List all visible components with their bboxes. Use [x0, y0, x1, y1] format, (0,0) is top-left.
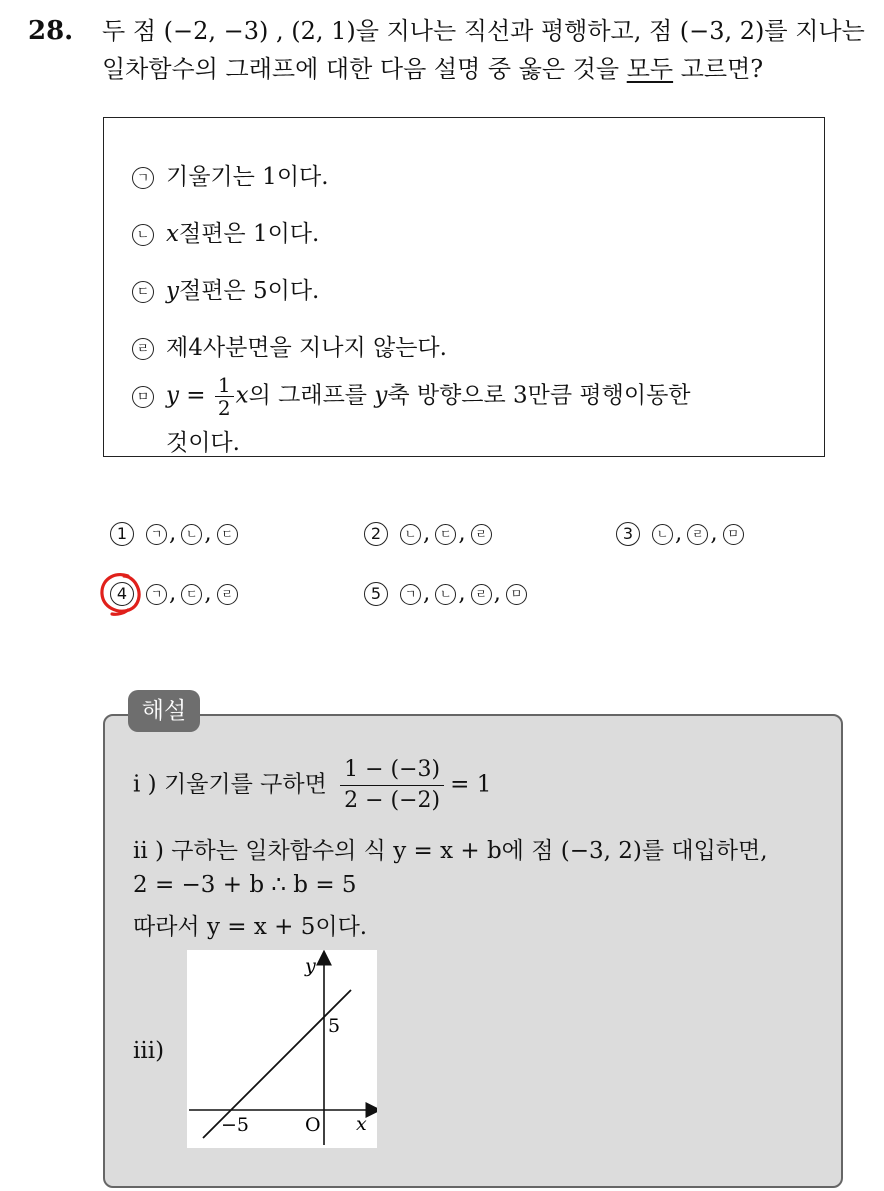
line-graph [187, 950, 377, 1148]
underlined-word: 모두 [626, 55, 674, 83]
statement-2: ㄴ x절편은 1이다. [132, 215, 319, 248]
solution-tag: 해설 [128, 690, 200, 732]
solution-step-2-line-1: ii ) 구하는 일차함수의 식 y = x + b에 점 (−3, 2)를 대입하면, [133, 838, 768, 864]
slope-fraction: $\frac{1 - (-3)}{2 - (-2)}$ [340, 755, 444, 816]
solution-step-2-line-3: 따라서 y = x + 5이다. [133, 914, 368, 940]
solution-step-2-line-2: 2 = −3 + b ∴ b = 5 [133, 872, 357, 898]
statement-mark: ㄷ [132, 281, 154, 303]
statement-5: ㅁ y = $\frac{1}{2}$ x의 그래프를 y축 방향으로 3만큼 평행이동한 [132, 374, 691, 419]
question [28, 12, 868, 88]
question-line-1: 두 점 (−2, −3) , (2, 1)을 지나는 직선과 평행하고, 점 (−3, 2)를 지나는 [102, 17, 865, 45]
fraction-one-half: $\frac{1}{2}$ [215, 374, 234, 419]
selected-answer-circle [98, 570, 144, 616]
choice-3[interactable]: 3 ㄴ , ㄹ , ㅁ [616, 520, 744, 546]
choice-1[interactable]: 1 ㄱ , ㄴ , ㄷ [110, 520, 238, 546]
question-text [102, 12, 868, 88]
solution-step-1: i ) 기울기를 구하면 $\frac{1 - (-3)}{2 - (-2)}$ = 1 [133, 755, 491, 816]
statement-5-continued: 것이다. [166, 430, 240, 456]
y-intercept-label: 5 [328, 1015, 341, 1037]
choice-4[interactable]: 4 ㄱ , ㄷ , ㄹ [110, 580, 238, 606]
y-axis-label: y [305, 955, 316, 977]
x-intercept-label: −5 [221, 1114, 250, 1136]
x-axis-label: x [356, 1113, 367, 1135]
statement-mark: ㄴ [132, 224, 154, 246]
origin-label: O [305, 1114, 321, 1136]
statements-box [103, 117, 825, 457]
statement-3: ㄷ y절편은 5이다. [132, 272, 319, 305]
question-number: 28. [28, 16, 74, 46]
statement-4: ㄹ 제4사분면을 지나지 않는다. [132, 329, 447, 362]
statement-1: ㄱ 기울기는 1이다. [132, 158, 329, 191]
choice-2[interactable]: 2 ㄴ , ㄷ , ㄹ [364, 520, 492, 546]
choice-5[interactable]: 5 ㄱ , ㄴ , ㄹ , ㅁ [364, 580, 527, 606]
statement-mark: ㄱ [132, 167, 154, 189]
statement-mark: ㄹ [132, 338, 154, 360]
solution-step-3-label: iii) [133, 1038, 165, 1064]
statement-mark: ㅁ [132, 386, 154, 408]
question-line-2: 일차함수의 그래프에 대한 다음 설명 중 옳은 것을 모두 고르면? [102, 55, 764, 83]
